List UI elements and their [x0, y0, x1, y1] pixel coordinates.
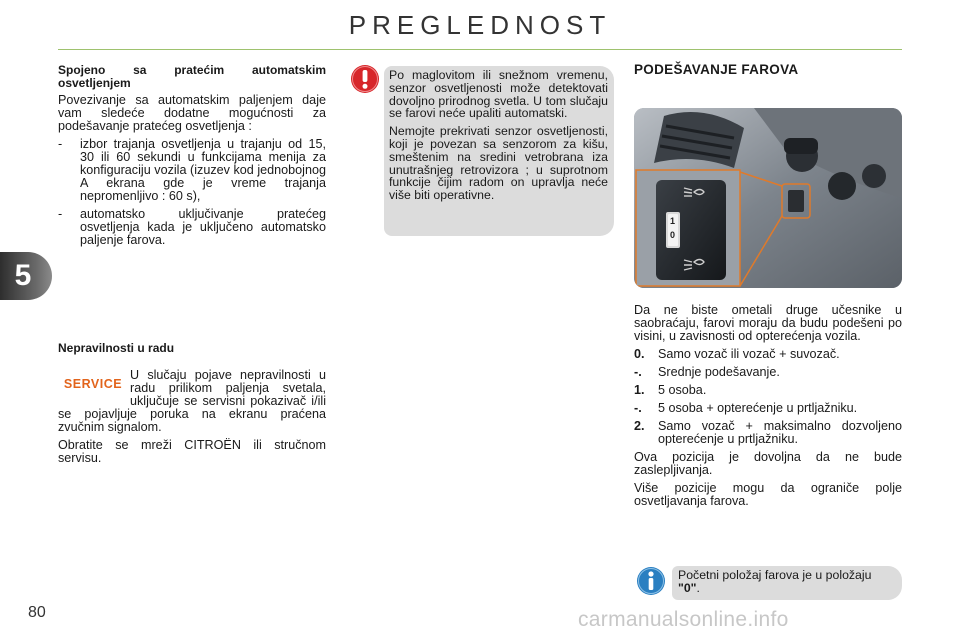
headlamp-heading-block [634, 62, 902, 78]
photo-label-0: 0 [670, 230, 676, 240]
follow-me-intro: Povezivanje sa automatskim paljenjem daje vam sledeće dodatne mogućnosti za podešavanje pratećeg osvetljenja : [58, 93, 326, 133]
position-item [634, 366, 902, 379]
position-text: Srednje podešavanje. [658, 365, 780, 379]
faults-heading: Nepravilnosti u radu [58, 341, 175, 355]
headlamp-heading: PODEŠAVANJE FAROVA [634, 62, 799, 77]
position-key: 0. [634, 347, 645, 361]
headlamp-adjustment-text [634, 304, 902, 513]
headlamp-adjuster-photo [634, 108, 902, 288]
info-text-end: . [696, 581, 700, 595]
bullet-item [58, 138, 326, 203]
title-divider [58, 49, 902, 50]
warning-text-1: Po maglovitom ili snežnom vremenu, senzor osvetljenosti može detektovati dovoljno prirodnog svetla. U tom slučaju se farovi neće upaliti automatski. [389, 68, 608, 121]
warning-text-2: Nemojte prekrivati senzor osvetljenosti, koji je povezan sa senzorom za kišu, smeštenim na sredini vetrobrana iza unutrašnjeg retrovizora ; u suprotnom funkcije čijim radom on upravlja neće više biti operativne. [389, 124, 608, 203]
headlamp-intro: Da ne biste ometali druge učesnike u saobraćaju, farovi moraju da budu podešeni po visini, u zavisnosti od opterećenja vozila. [634, 303, 902, 343]
position-item [634, 384, 902, 397]
faults-contact: Obratite se mreži CITROËN ili stručnom servisu. [58, 438, 326, 465]
position-item [634, 348, 902, 361]
faults-section [58, 342, 326, 465]
position-key: 1. [634, 383, 645, 397]
bullet-text: izbor trajanja osvetljenja u trajanju od 15, 30 ili 60 sekundi u funkcijama menija za konfiguraciju vozila (izuzev kod jednobojnog A ekrana gde je vreme trajanja nepromenljivo : 60 s), [80, 137, 326, 203]
exclamation-icon [350, 64, 380, 94]
info-box [672, 566, 902, 600]
chapter-tab: 5 [0, 252, 52, 300]
position-key: 2. [634, 419, 645, 433]
info-text: Početni položaj farova je u položaju [678, 568, 872, 582]
faults-text [58, 369, 326, 434]
headlamp-note-1: Ova pozicija je dovoljna da ne bude zaslepljivanja. [634, 450, 902, 477]
warning-box [384, 66, 614, 236]
position-text: 5 osoba. [658, 383, 707, 397]
position-key: -. [634, 401, 642, 415]
page-number: 80 [28, 604, 46, 621]
bullet-text: automatsko uključivanje pratećeg osvetljenja kada je uključeno automatsko paljenje farova. [80, 207, 326, 247]
follow-me-heading: Spojeno sa pratećim automatskim osvetljenjem [58, 63, 326, 90]
info-text-bold: "0" [678, 581, 697, 595]
photo-label-1: 1 [670, 216, 676, 226]
faults-body: U slučaju pojave nepravilnosti u radu prilikom paljenja svetala, uključuje se servisni pokazivač i/ili se pojavljuje poruka na ekranu praćena zvučnim signalom. [58, 368, 326, 434]
position-text: Samo vozač + maksimalno dozvoljeno opterećenje u prtljažniku. [658, 419, 902, 446]
service-warning-icon: SERVICE [63, 376, 123, 391]
position-key: -. [634, 365, 642, 379]
position-item [634, 420, 902, 446]
position-text: Samo vozač ili vozač + suvozač. [658, 347, 840, 361]
watermark: carmanualsonline.info [578, 608, 789, 631]
bullet-item [58, 208, 326, 247]
position-item [634, 402, 902, 415]
headlamp-note-2: Više pozicije mogu da ograniče polje osvetljavanja farova. [634, 481, 902, 508]
bullet-dash: - [58, 207, 63, 221]
info-icon [636, 566, 666, 596]
page-title: PREGLEDNOST [348, 10, 612, 40]
position-text: 5 osoba + opterećenje u prtljažniku. [658, 401, 858, 415]
dashboard-illustration [634, 108, 902, 288]
column-follow-me-lighting [58, 64, 326, 252]
bullet-dash: - [58, 137, 63, 151]
